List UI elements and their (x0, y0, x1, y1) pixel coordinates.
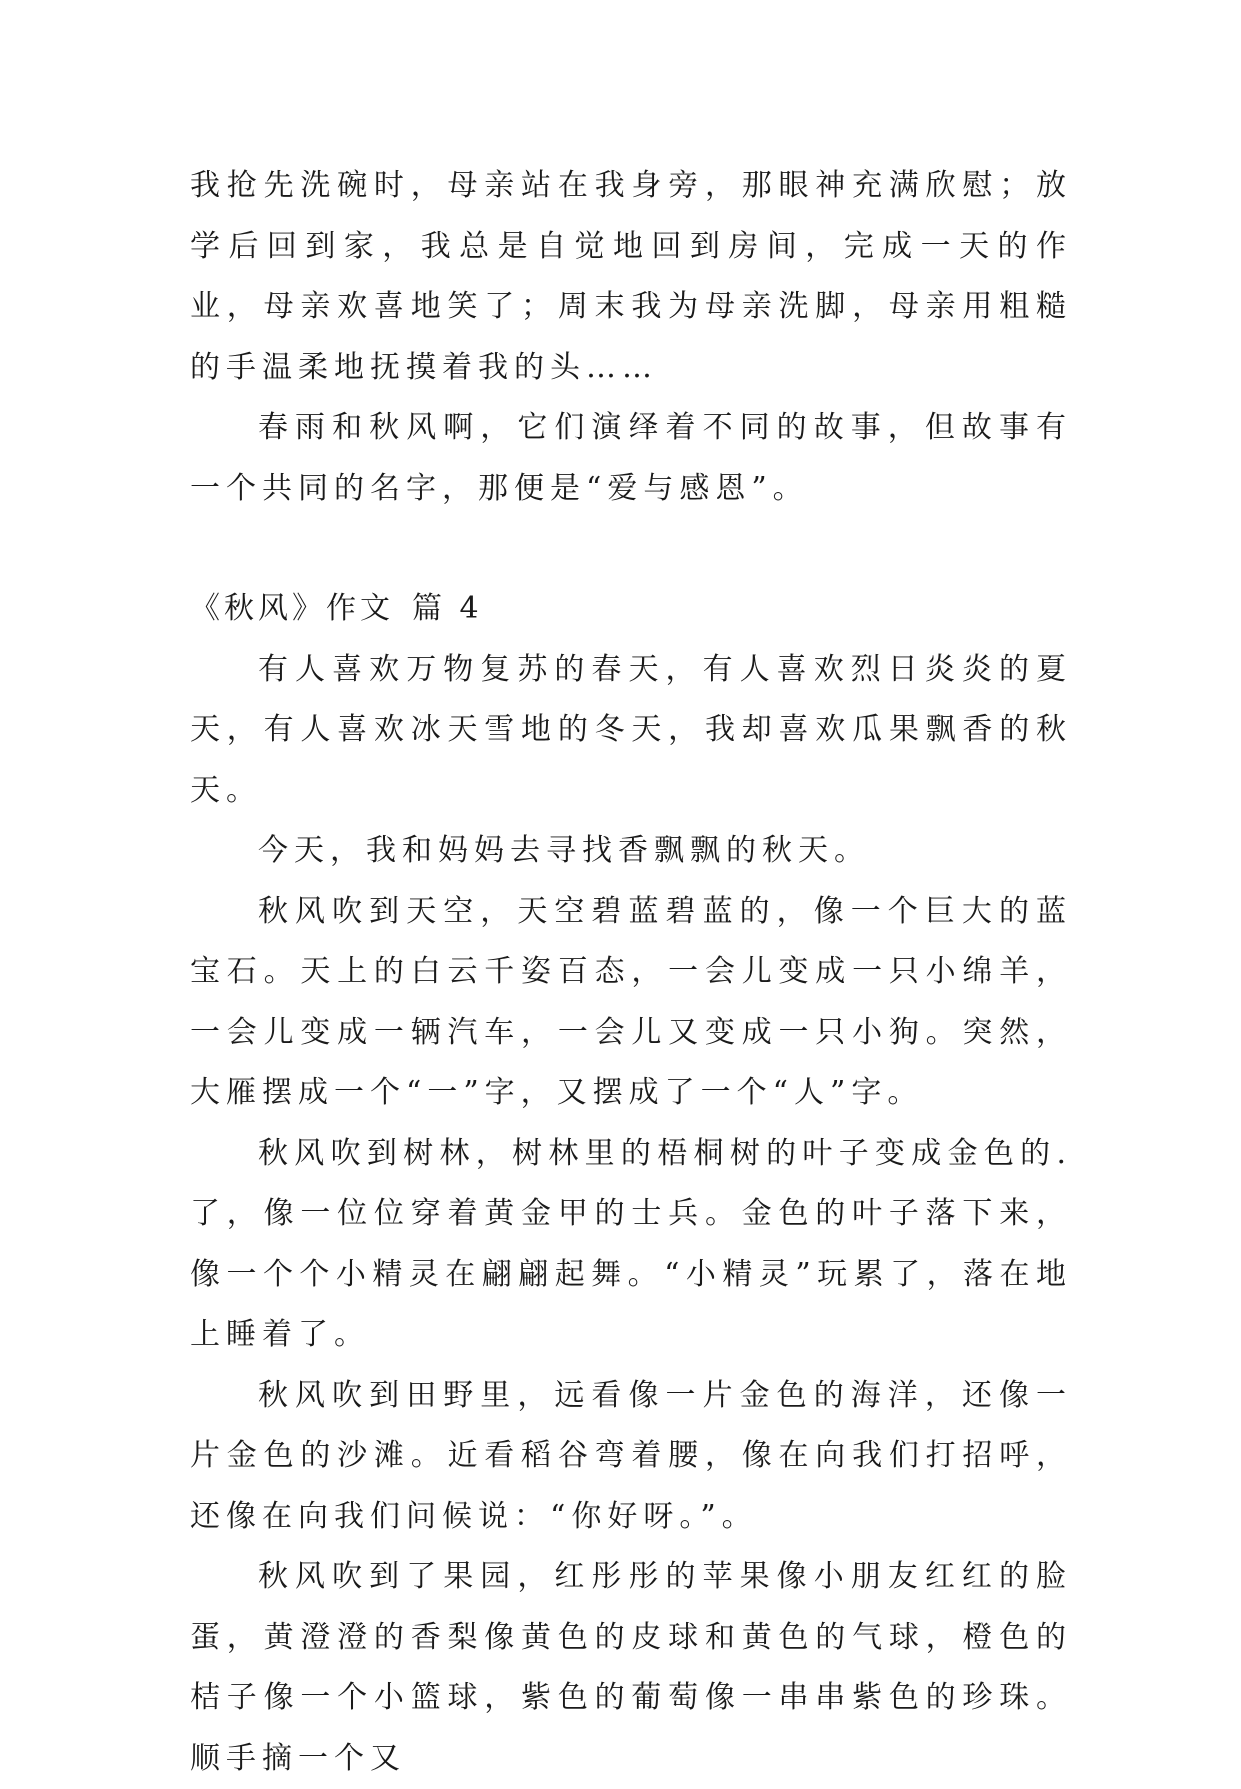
paragraph-7: 秋风吹到田野里，远看像一片金色的海洋，还像一片金色的沙滩。近看稻谷弯着腰，像在向我们打招呼，还像在向我们问候说：“你好呀。”。 (190, 1377, 1072, 1534)
paragraph-4: 今天，我和妈妈去寻找香飘飘的秋天。 (258, 833, 870, 868)
paragraph-6: 秋风吹到树林，树林里的梧桐树的叶子变成金色的.了，像一位位穿着黄金甲的士兵。金色的叶子落下来，像一个个小精灵在翩翩起舞。“小精灵”玩累了，落在地上睡着了。 (190, 1135, 1072, 1352)
section-heading (190, 579, 1072, 640)
section-number: 篇 4 (412, 591, 483, 626)
paragraph-5: 秋风吹到天空，天空碧蓝碧蓝的，像一个巨大的蓝宝石。天上的白云千姿百态，一会儿变成一只小绵羊，一会儿变成一辆汽车，一会儿又变成一只小狗。突然，大雁摆成一个“一”字，又摆成了一个“人”字。 (190, 893, 1072, 1110)
document-body (190, 156, 1072, 1789)
paragraph-1: 我抢先洗碗时，母亲站在我身旁，那眼神充满欣慰；放学后回到家，我总是自觉地回到房间，完成一天的作业，母亲欢喜地笑了；周末我为母亲洗脚，母亲用粗糙的手温柔地抚摸着我的头…… (190, 168, 1072, 385)
section-title: 《秋风》作文 (190, 591, 394, 626)
paragraph-3: 有人喜欢万物复苏的春天，有人喜欢烈日炎炎的夏天，有人喜欢冰天雪地的冬天，我却喜欢瓜果飘香的秋天。 (190, 651, 1072, 808)
paragraph-8: 秋风吹到了果园，红彤彤的苹果像小朋友红红的脸蛋，黄澄澄的香梨像黄色的皮球和黄色的气球，橙色的桔子像一个小篮球，紫色的葡萄像一串串紫色的珍珠。顺手摘一个又 (190, 1559, 1072, 1776)
paragraph-2: 春雨和秋风啊，它们演绎着不同的故事，但故事有一个共同的名字，那便是“爱与感恩”。 (190, 410, 1072, 506)
